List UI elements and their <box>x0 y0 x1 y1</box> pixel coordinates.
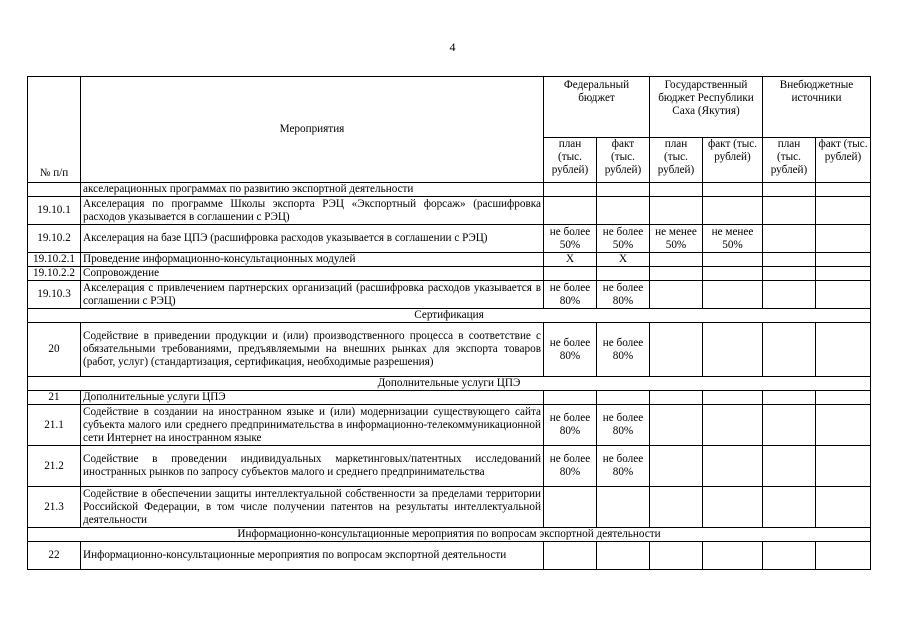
extrabudget-fact-cell <box>816 446 871 487</box>
federal-plan-cell <box>544 197 597 225</box>
extrabudget-plan-cell <box>763 267 816 281</box>
page-number: 4 <box>449 40 456 54</box>
federal-plan-cell: не более 80% <box>544 405 597 446</box>
federal-fact-cell <box>597 542 650 570</box>
extrabudget-fact-cell <box>816 225 871 253</box>
header-events: Мероприятия <box>81 77 544 183</box>
extrabudget-fact-cell <box>816 281 871 309</box>
section-heading: Информационно-консультационные мероприятия по вопросам экспортной деятельности <box>28 528 871 542</box>
state-fact-cell <box>703 391 763 405</box>
federal-plan-cell: Х <box>544 253 597 267</box>
state-plan-cell: не менее 50% <box>650 225 703 253</box>
row-number: 21.1 <box>28 405 81 446</box>
row-description: Информационно-консультационные мероприятия по вопросам экспортной деятельности <box>81 542 544 570</box>
state-plan-cell <box>650 183 703 197</box>
section-heading: Сертификация <box>28 309 871 323</box>
row-number: 21.3 <box>28 487 81 528</box>
state-plan-cell <box>650 267 703 281</box>
row-description: Содействие в создании на иностранном языке и (или) модернизации существующего сайта субъекта малого или среднего предпринимательства в информационно-телекоммуникационной сети Интернет на иностранном языке <box>81 405 544 446</box>
extrabudget-plan-cell <box>763 281 816 309</box>
federal-fact-cell <box>597 197 650 225</box>
state-plan-cell <box>650 281 703 309</box>
federal-fact-cell <box>597 267 650 281</box>
extrabudget-plan-cell <box>763 542 816 570</box>
table-row <box>28 281 871 309</box>
federal-plan-cell: не более 50% <box>544 225 597 253</box>
row-description: Акселерация с привлечением партнерских организаций (расшифровка расходов указывается в соглашении с РЭЦ) <box>81 281 544 309</box>
row-description: Акселерация на базе ЦПЭ (расшифровка расходов указывается в соглашении с РЭЦ) <box>81 225 544 253</box>
extrabudget-fact-cell <box>816 391 871 405</box>
header-fact: факт (тыс. рублей) <box>703 138 763 183</box>
row-number: 22 <box>28 542 81 570</box>
table-row <box>28 391 871 405</box>
state-fact-cell <box>703 542 763 570</box>
table-row <box>28 487 871 528</box>
state-fact-cell <box>703 253 763 267</box>
row-description: Содействие в обеспечении защиты интеллектуальной собственности за пределами территории Российской Федерации, в том числе получении патентов на результаты интеллектуальной деятельности <box>81 487 544 528</box>
extrabudget-fact-cell <box>816 323 871 377</box>
table-row <box>28 253 871 267</box>
row-number: 19.10.3 <box>28 281 81 309</box>
federal-plan-cell <box>544 183 597 197</box>
federal-plan-cell <box>544 542 597 570</box>
federal-plan-cell: не более 80% <box>544 323 597 377</box>
row-number: 19.10.2.2 <box>28 267 81 281</box>
header-row-groups <box>28 77 871 138</box>
state-plan-cell <box>650 391 703 405</box>
state-plan-cell <box>650 323 703 377</box>
extrabudget-fact-cell <box>816 487 871 528</box>
header-num: № п/п <box>28 77 81 183</box>
federal-plan-cell: не более 80% <box>544 281 597 309</box>
state-plan-cell <box>650 487 703 528</box>
header-plan: план (тыс. рублей) <box>650 138 703 183</box>
federal-fact-cell: не более 80% <box>597 446 650 487</box>
federal-plan-cell: не более 80% <box>544 446 597 487</box>
table-row <box>28 267 871 281</box>
federal-plan-cell <box>544 487 597 528</box>
state-fact-cell: не менее 50% <box>703 225 763 253</box>
row-number: 19.10.1 <box>28 197 81 225</box>
state-fact-cell <box>703 487 763 528</box>
table-row <box>28 446 871 487</box>
extrabudget-plan-cell <box>763 323 816 377</box>
extrabudget-plan-cell <box>763 225 816 253</box>
state-fact-cell <box>703 446 763 487</box>
row-description: Содействие в приведении продукции и (или) производственного процесса в соответствие с обязательными требованиями, предъявляемыми на внешних рынках для экспорта товаров (работ, услуг) (стандартизация, сертификация, необходимые разрешения) <box>81 323 544 377</box>
budget-table <box>27 76 871 570</box>
state-plan-cell <box>650 197 703 225</box>
federal-fact-cell: Х <box>597 253 650 267</box>
extrabudget-plan-cell <box>763 487 816 528</box>
section-row <box>28 377 871 391</box>
table-row <box>28 225 871 253</box>
federal-plan-cell <box>544 391 597 405</box>
federal-fact-cell <box>597 487 650 528</box>
row-description: Дополнительные услуги ЦПЭ <box>81 391 544 405</box>
row-description: акселерационных программах по развитию экспортной деятельности <box>81 183 544 197</box>
federal-fact-cell <box>597 183 650 197</box>
state-plan-cell <box>650 542 703 570</box>
federal-fact-cell: не более 80% <box>597 281 650 309</box>
extrabudget-fact-cell <box>816 197 871 225</box>
section-row <box>28 309 871 323</box>
extrabudget-plan-cell <box>763 405 816 446</box>
extrabudget-plan-cell <box>763 183 816 197</box>
table-row <box>28 323 871 377</box>
row-number: 19.10.2 <box>28 225 81 253</box>
table-row <box>28 542 871 570</box>
state-plan-cell <box>650 405 703 446</box>
row-number: 19.10.2.1 <box>28 253 81 267</box>
extrabudget-fact-cell <box>816 405 871 446</box>
header-fact: факт (тыс. рублей) <box>597 138 650 183</box>
section-row <box>28 528 871 542</box>
federal-fact-cell: не более 80% <box>597 323 650 377</box>
row-description: Сопровождение <box>81 267 544 281</box>
header-fact: факт (тыс. рублей) <box>816 138 871 183</box>
extrabudget-plan-cell <box>763 197 816 225</box>
section-heading: Дополнительные услуги ЦПЭ <box>28 377 871 391</box>
state-fact-cell <box>703 323 763 377</box>
state-fact-cell <box>703 183 763 197</box>
federal-fact-cell: не более 80% <box>597 405 650 446</box>
state-fact-cell <box>703 267 763 281</box>
extrabudget-plan-cell <box>763 446 816 487</box>
state-fact-cell <box>703 281 763 309</box>
table-row <box>28 183 871 197</box>
state-plan-cell <box>650 446 703 487</box>
state-fact-cell <box>703 197 763 225</box>
extrabudget-plan-cell <box>763 253 816 267</box>
header-plan: план (тыс. рублей) <box>544 138 597 183</box>
row-number: 21 <box>28 391 81 405</box>
header-plan: план (тыс. рублей) <box>763 138 816 183</box>
row-number: 21.2 <box>28 446 81 487</box>
federal-plan-cell <box>544 267 597 281</box>
extrabudget-fact-cell <box>816 267 871 281</box>
row-description: Содействие в проведении индивидуальных маркетинговых/патентных исследований иностранных рынков по запросу субъектов малого и среднего предпринимательства <box>81 446 544 487</box>
header-extrabudgetary: Внебюджетные источники <box>763 77 871 138</box>
federal-fact-cell <box>597 391 650 405</box>
row-number <box>28 183 81 197</box>
header-state-budget: Государственный бюджет Республики Саха (Якутия) <box>650 77 763 138</box>
extrabudget-fact-cell <box>816 542 871 570</box>
extrabudget-fact-cell <box>816 183 871 197</box>
federal-fact-cell: не более 50% <box>597 225 650 253</box>
header-federal-budget: Федеральный бюджет <box>544 77 650 138</box>
table-row <box>28 197 871 225</box>
table-row <box>28 405 871 446</box>
row-description: Проведение информационно-консультационных модулей <box>81 253 544 267</box>
state-plan-cell <box>650 253 703 267</box>
extrabudget-fact-cell <box>816 253 871 267</box>
row-description: Акселерация по программе Школы экспорта РЭЦ «Экспортный форсаж» (расшифровка расходов указывается в соглашении с РЭЦ) <box>81 197 544 225</box>
extrabudget-plan-cell <box>763 391 816 405</box>
state-fact-cell <box>703 405 763 446</box>
row-number: 20 <box>28 323 81 377</box>
